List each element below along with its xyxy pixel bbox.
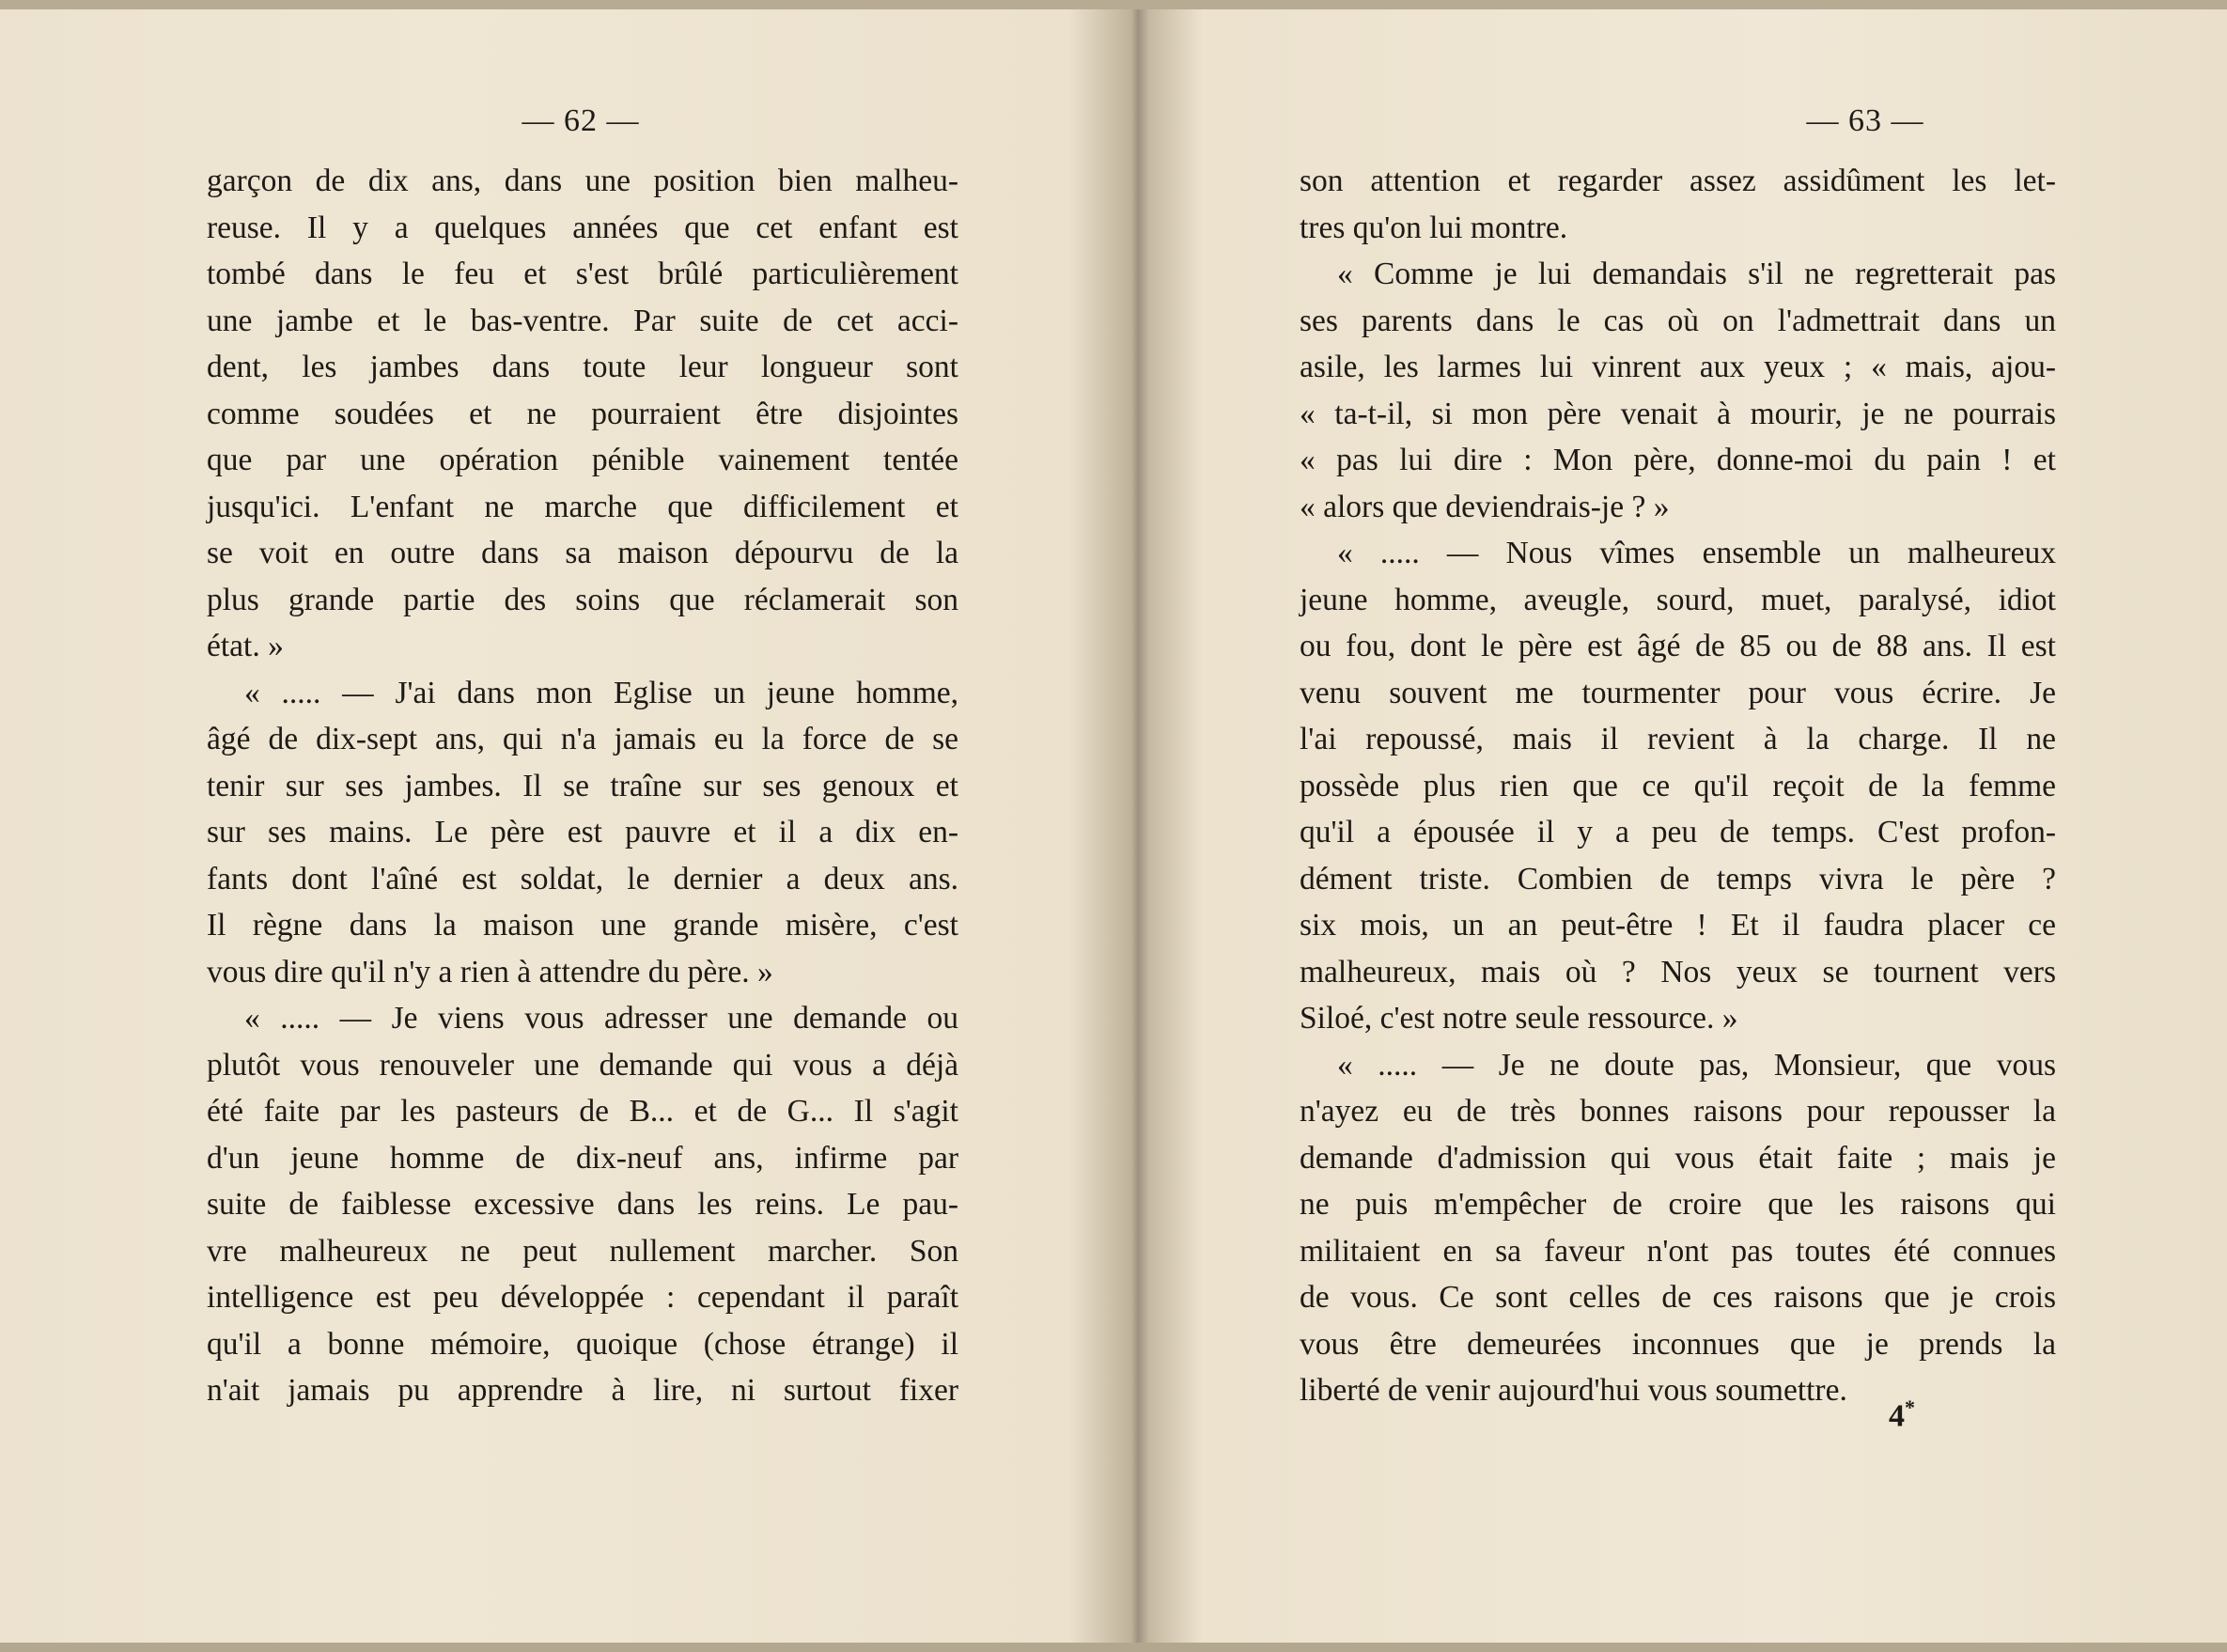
- text-line: d'un jeune homme de dix-neuf ans, infirme par: [207, 1140, 958, 1176]
- right-page: [1118, 0, 2227, 1652]
- text-line: six mois, un an peut-être ! Et il faudra placer ce: [1300, 908, 2056, 943]
- text-line: malheureux, mais où ? Nos yeux se tournent vers: [1300, 954, 2056, 990]
- text-line: demande d'admission qui vous était faite ; mais je: [1300, 1140, 2056, 1176]
- text-line: garçon de dix ans, dans une position bien malheu-: [207, 164, 958, 198]
- text-line: suite de faiblesse excessive dans les reins. Le pau-: [207, 1187, 958, 1222]
- text-line: dent, les jambes dans toute leur longueur sont: [207, 350, 958, 384]
- text-line: qu'il a épousée il y a peu de temps. C'est profon-: [1300, 815, 2056, 849]
- text-line: « pas lui dire : Mon père, donne-moi du pain ! et: [1300, 443, 2056, 477]
- text-line: vous être demeurées inconnues que je prends la: [1300, 1326, 2056, 1362]
- text-line: possède plus rien que ce qu'il reçoit de la femme: [1300, 768, 2056, 803]
- text-line: comme soudées et ne pourraient être disjointes: [207, 396, 958, 431]
- signature-number: 4: [1889, 1398, 1905, 1434]
- text-line: « ..... — Je viens vous adresser une demande ou: [244, 1001, 958, 1036]
- right-page-text: [1300, 158, 2056, 1414]
- text-line: tres qu'on lui montre.: [1300, 210, 1568, 245]
- text-line: venu souvent me tourmenter pour vous écrire. Je: [1300, 675, 2056, 710]
- text-line: ses parents dans le cas où on l'admettrait dans un: [1300, 303, 2056, 338]
- text-line: « ..... — Nous vîmes ensemble un malheureux: [1337, 536, 2056, 570]
- text-line: militaient en sa faveur n'ont pas toutes été connues: [1300, 1233, 2056, 1269]
- text-line: son attention et regarder assez assidûment les let-: [1300, 164, 2056, 198]
- text-line: une jambe et le bas-ventre. Par suite de cet acci-: [207, 303, 958, 338]
- signature-asterisk: *: [1905, 1395, 1915, 1419]
- text-line: tenir sur ses jambes. Il se traîne sur ses genoux et: [207, 768, 958, 803]
- text-line: ne puis m'empêcher de croire que les raisons qui: [1300, 1187, 2056, 1222]
- text-line: vous dire qu'il n'y a rien à attendre du père. »: [207, 954, 773, 990]
- text-line: dément triste. Combien de temps vivra le père ?: [1300, 861, 2056, 896]
- text-line: « alors que deviendrais-je ? »: [1300, 489, 1670, 524]
- text-line: vre malheureux ne peut nullement marcher. Son: [207, 1233, 958, 1269]
- signature-mark: [1889, 1395, 1915, 1434]
- text-line: plus grande partie des soins que réclamerait son: [207, 582, 958, 617]
- text-line: liberté de venir aujourd'hui vous soumettre.: [1300, 1373, 1847, 1408]
- text-line: jeune homme, aveugle, sourd, muet, paralysé, idiot: [1300, 582, 2056, 617]
- text-line: âgé de dix-sept ans, qui n'a jamais eu la force de se: [207, 722, 958, 756]
- text-line: « Comme je lui demandais s'il ne regretterait pas: [1337, 257, 2056, 291]
- text-line: intelligence est peu développée : cependant il paraît: [207, 1280, 958, 1315]
- text-line: tombé dans le feu et s'est brûlé particulièrement: [207, 257, 958, 291]
- left-page-number: — 62 —: [522, 103, 640, 138]
- text-line: « ..... — J'ai dans mon Eglise un jeune homme,: [244, 675, 958, 710]
- text-line: Siloé, c'est notre seule ressource. »: [1300, 1001, 1738, 1036]
- left-page-text: [207, 158, 958, 1414]
- text-line: été faite par les pasteurs de B... et de G... Il s'agit: [207, 1094, 958, 1129]
- text-line: de vous. Ce sont celles de ces raisons que je crois: [1300, 1280, 2056, 1315]
- text-line: jusqu'ici. L'enfant ne marche que difficilement et: [207, 489, 958, 524]
- text-line: l'ai repoussé, mais il revient à la charge. Il ne: [1300, 722, 2056, 756]
- text-line: état. »: [207, 629, 284, 663]
- text-line: reuse. Il y a quelques années que cet enfant est: [207, 210, 958, 245]
- text-line: « ..... — Je ne doute pas, Monsieur, que vous: [1337, 1047, 2056, 1083]
- text-line: qu'il a bonne mémoire, quoique (chose étrange) il: [207, 1326, 958, 1362]
- text-line: sur ses mains. Le père est pauvre et il a dix en-: [207, 815, 958, 849]
- text-line: asile, les larmes lui vinrent aux yeux ; « mais, ajou-: [1300, 350, 2056, 384]
- text-line: ou fou, dont le père est âgé de 85 ou de 88 ans. Il est: [1300, 629, 2056, 663]
- text-line: Il règne dans la maison une grande misère, c'est: [207, 908, 958, 943]
- text-line: n'ait jamais pu apprendre à lire, ni surtout fixer: [207, 1373, 958, 1408]
- text-line: se voit en outre dans sa maison dépourvu de la: [207, 536, 958, 570]
- text-line: fants dont l'aîné est soldat, le dernier a deux ans.: [207, 861, 958, 896]
- text-line: « ta-t-il, si mon père venait à mourir, je ne pourrais: [1300, 396, 2056, 431]
- text-line: que par une opération pénible vainement tentée: [207, 443, 958, 477]
- right-page-number: — 63 —: [1806, 103, 1924, 138]
- text-line: n'ayez eu de très bonnes raisons pour repousser la: [1300, 1094, 2056, 1129]
- text-line: plutôt vous renouveler une demande qui vous a déjà: [207, 1047, 958, 1083]
